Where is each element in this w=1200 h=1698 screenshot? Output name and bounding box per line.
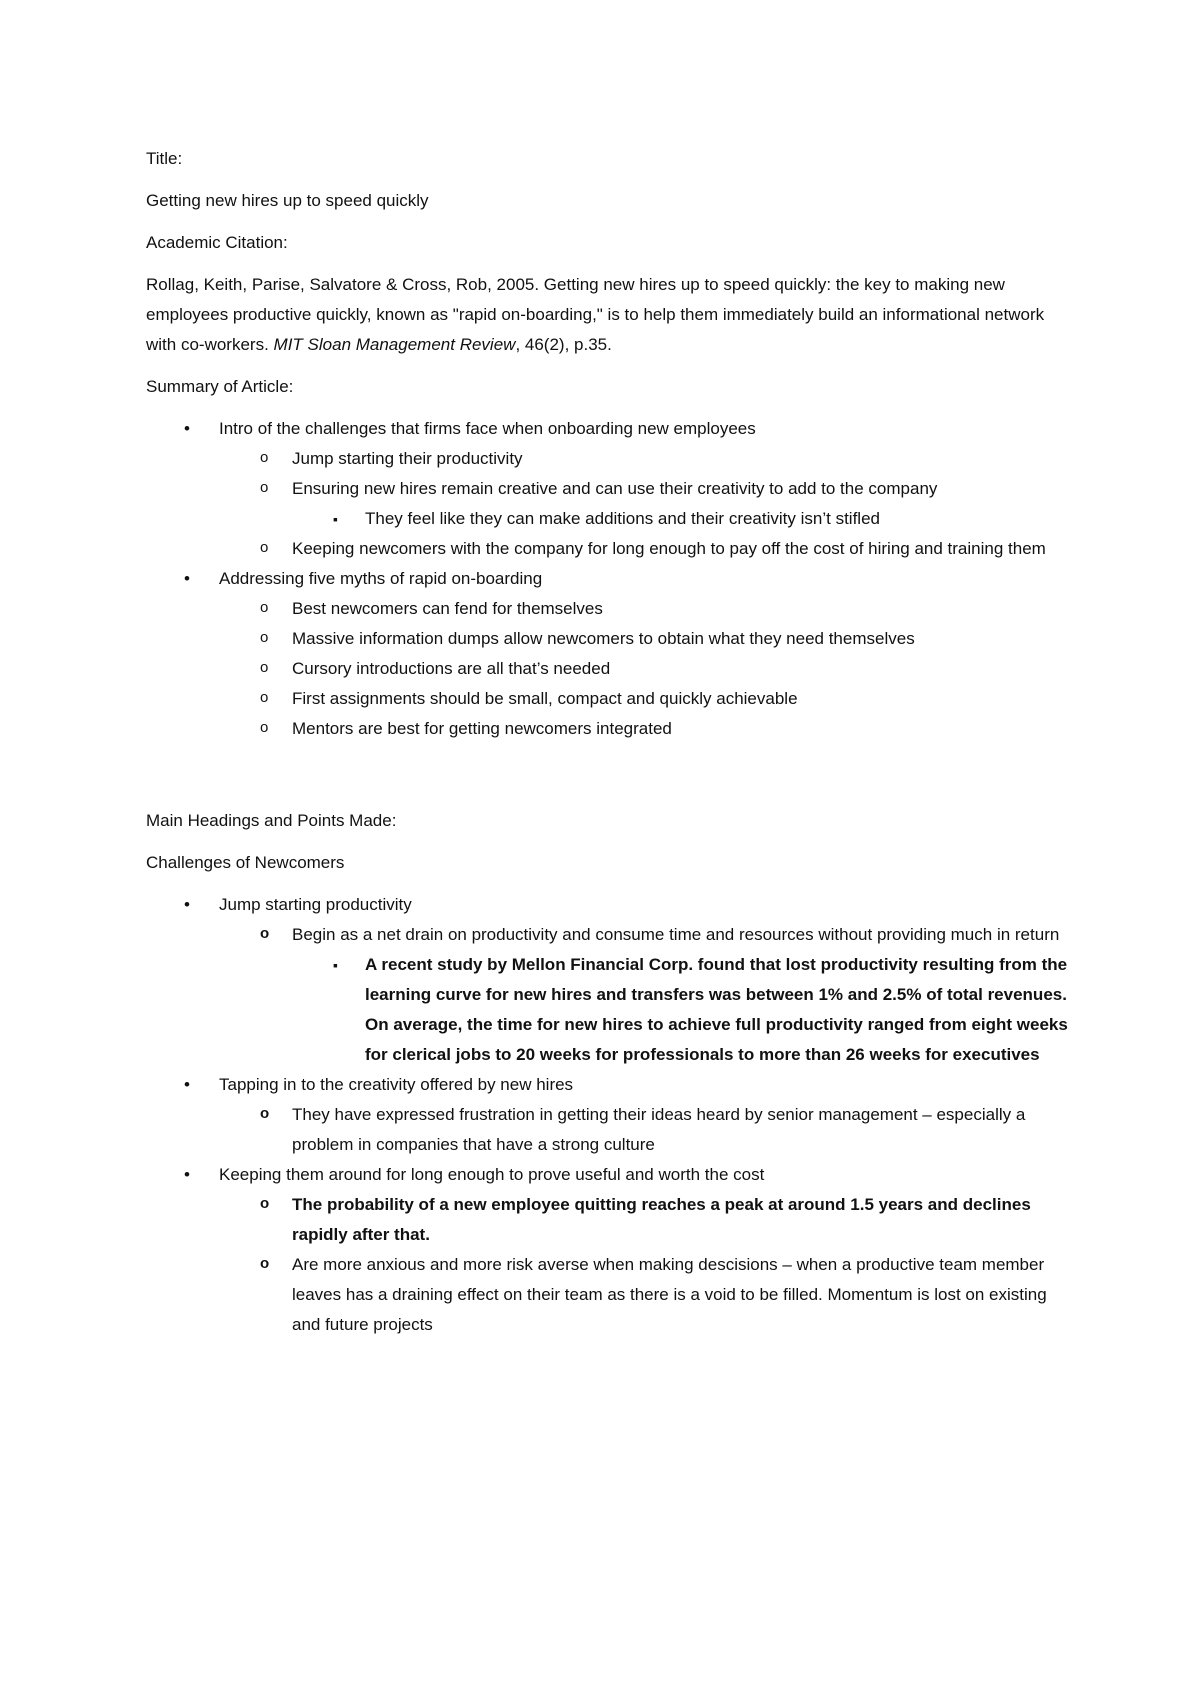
citation-authors-title: Rollag, Keith, Parise, Salvatore & Cross, Rob, 2005. Getting new hires up to speed quickly: the key to making new employees productive quickly, known as "rapid on-boarding," is to help them immediately build an informational network with co-workers.: [146, 275, 1045, 354]
summary-subsubpoint: ▪ They feel like they can make additions and their creativity isn’t stifled: [146, 504, 1076, 534]
article-title: Getting new hires up to speed quickly: [146, 191, 429, 210]
challenge-subpoint: o Are more anxious and more risk averse when making descisions – when a productive team member leaves has a draining effect on their team as there is a void to be filled. Momentum is lost on existing and future projects: [146, 1250, 1076, 1340]
summary-list: [146, 414, 1076, 744]
summary-subpoint: o Jump starting their productivity: [146, 444, 1076, 474]
citation-label: Academic Citation:: [146, 233, 288, 252]
myth-item: o Cursory introductions are all that’s needed: [146, 654, 1076, 684]
main-headings-label: Main Headings and Points Made:: [146, 811, 397, 830]
citation-journal: MIT Sloan Management Review: [273, 335, 516, 354]
summary-subpoint: o Ensuring new hires remain creative and can use their creativity to add to the company: [146, 474, 1076, 504]
myth-item: o Mentors are best for getting newcomers integrated: [146, 714, 1076, 744]
citation-text: [146, 270, 1076, 360]
challenge-subpoint: o They have expressed frustration in getting their ideas heard by senior management – especially a problem in companies that have a strong culture: [146, 1100, 1076, 1160]
challenge-study-finding: ▪ A recent study by Mellon Financial Corp. found that lost productivity resulting from the learning curve for new hires and transfers was between 1% and 2.5% of total revenues. On average, the time for new hires to achieve full productivity ranged from eight weeks for clerical jobs to 20 weeks for professionals to more than 26 weeks for executives: [146, 950, 1076, 1070]
challenge-productivity: • Jump starting productivity: [146, 890, 1076, 920]
summary-subpoint: o Keeping newcomers with the company for long enough to pay off the cost of hiring and training them: [146, 534, 1076, 564]
document-page: [146, 144, 1076, 1352]
title-label: Title:: [146, 149, 183, 168]
myth-item: o Massive information dumps allow newcomers to obtain what they need themselves: [146, 624, 1076, 654]
challenge-creativity: • Tapping in to the creativity offered by new hires: [146, 1070, 1076, 1100]
challenges-heading: Challenges of Newcomers: [146, 853, 345, 872]
challenge-retention: • Keeping them around for long enough to prove useful and worth the cost: [146, 1160, 1076, 1190]
challenge-subpoint: o Begin as a net drain on productivity and consume time and resources without providing much in return: [146, 920, 1076, 950]
myth-item: o Best newcomers can fend for themselves: [146, 594, 1076, 624]
summary-bullet-intro: • Intro of the challenges that firms face when onboarding new employees: [146, 414, 1076, 444]
summary-bullet-myths: • Addressing five myths of rapid on-boarding: [146, 564, 1076, 594]
summary-label: Summary of Article:: [146, 377, 294, 396]
citation-volume-pages: , 46(2), p.35.: [515, 335, 612, 354]
challenges-list: [146, 890, 1076, 1340]
myth-item: o First assignments should be small, compact and quickly achievable: [146, 684, 1076, 714]
challenge-subpoint-bold: o The probability of a new employee quitting reaches a peak at around 1.5 years and declines rapidly after that.: [146, 1190, 1076, 1250]
